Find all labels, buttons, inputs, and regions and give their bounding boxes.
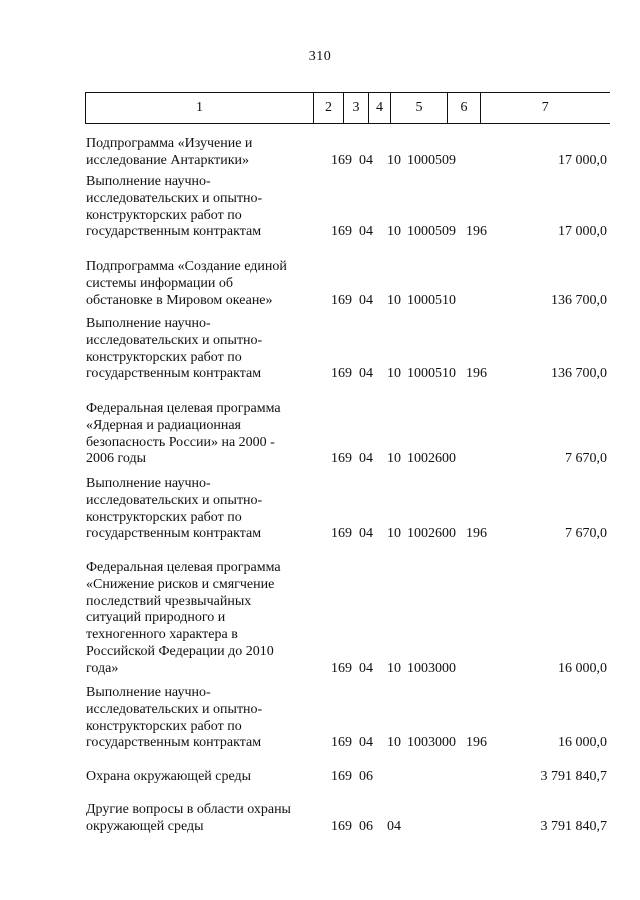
code-subsection: 10 bbox=[387, 660, 401, 676]
row-description bbox=[86, 401, 316, 468]
row-description-line: безопасность России» на 2000 - bbox=[86, 434, 275, 450]
row-description-line: Выполнение научно- bbox=[86, 316, 211, 331]
code-target-article: 1002600 bbox=[407, 526, 456, 542]
column-header-4: 4 bbox=[369, 93, 391, 124]
row-description-line: конструкторских работ по bbox=[86, 718, 242, 734]
code-expense-type: 196 bbox=[466, 366, 487, 382]
code-chapter: 169 bbox=[331, 292, 352, 308]
code-target-article: 1002600 bbox=[407, 451, 456, 467]
row-description bbox=[86, 802, 316, 836]
row-description-line: исследовательских и опытно- bbox=[86, 190, 263, 206]
row-description-line: системы информации об bbox=[86, 275, 233, 291]
row-description-line: государственным контрактам bbox=[86, 526, 262, 542]
code-target-article: 1000510 bbox=[407, 366, 456, 382]
column-header-1: 1 bbox=[86, 93, 314, 124]
row-description bbox=[86, 259, 316, 309]
table-row bbox=[0, 560, 640, 678]
code-subsection: 10 bbox=[387, 526, 401, 542]
amount-value: 136 700,0 bbox=[551, 366, 607, 382]
row-description-line: Федеральная целевая программа bbox=[86, 560, 281, 575]
code-subsection: 04 bbox=[387, 818, 401, 834]
code-subsection: 10 bbox=[387, 152, 401, 168]
row-description-line: Подпрограмма «Изучение и bbox=[86, 136, 253, 151]
table-row bbox=[0, 174, 640, 241]
row-description bbox=[86, 560, 316, 678]
row-description-line: исследовательских и опытно- bbox=[86, 332, 263, 348]
row-description bbox=[86, 685, 316, 752]
code-section: 06 bbox=[359, 818, 373, 834]
table-row bbox=[0, 401, 640, 468]
code-subsection: 10 bbox=[387, 735, 401, 751]
row-description-line: конструкторских работ по bbox=[86, 509, 242, 525]
row-description-line: конструкторских работ по bbox=[86, 349, 242, 365]
row-description-line: Выполнение научно- bbox=[86, 685, 211, 700]
code-target-article: 1000509 bbox=[407, 224, 456, 240]
row-description-line: государственным контрактам bbox=[86, 366, 262, 382]
page-number: 310 bbox=[308, 49, 332, 64]
row-description-line: последствий чрезвычайных bbox=[86, 593, 252, 609]
amount-value: 3 791 840,7 bbox=[540, 769, 607, 784]
row-description-line: исследовательских и опытно- bbox=[86, 492, 263, 508]
code-target-article: 1000510 bbox=[407, 292, 456, 308]
row-description-line: исследовательских и опытно- bbox=[86, 701, 263, 717]
code-chapter: 169 bbox=[331, 735, 352, 751]
row-description-line: Подпрограмма «Создание единой bbox=[86, 259, 287, 274]
amount-value: 16 000,0 bbox=[558, 735, 607, 751]
code-section: 06 bbox=[359, 769, 373, 784]
code-expense-type: 196 bbox=[466, 735, 487, 751]
row-description-line: государственным контрактам bbox=[86, 735, 262, 751]
column-header-7: 7 bbox=[481, 93, 610, 124]
code-subsection: 10 bbox=[387, 224, 401, 240]
code-chapter: 169 bbox=[331, 769, 352, 784]
row-description-line: Российской Федерации до 2010 bbox=[86, 643, 274, 659]
row-description bbox=[86, 174, 316, 241]
row-description-line: исследование Антарктики» bbox=[86, 152, 250, 168]
code-section: 04 bbox=[359, 526, 373, 542]
code-chapter: 169 bbox=[331, 366, 352, 382]
row-description-line: Федеральная целевая программа bbox=[86, 401, 281, 416]
code-section: 04 bbox=[359, 735, 373, 751]
amount-value: 16 000,0 bbox=[558, 660, 607, 676]
table-row bbox=[0, 316, 640, 383]
table-row bbox=[0, 136, 640, 170]
row-description-line: «Ядерная и радиационная bbox=[86, 417, 241, 433]
row-description-line: обстановке в Мировом океане» bbox=[86, 292, 273, 308]
amount-value: 17 000,0 bbox=[558, 224, 607, 240]
table-row bbox=[0, 685, 640, 752]
row-description bbox=[86, 769, 316, 786]
code-subsection: 10 bbox=[387, 292, 401, 308]
code-chapter: 169 bbox=[331, 660, 352, 676]
row-description-line: года» bbox=[86, 660, 119, 676]
row-description-line: Другие вопросы в области охраны bbox=[86, 802, 291, 817]
column-header-3: 3 bbox=[344, 93, 369, 124]
code-chapter: 169 bbox=[331, 526, 352, 542]
code-subsection: 10 bbox=[387, 366, 401, 382]
row-description-line: Охрана окружающей среды bbox=[86, 769, 252, 784]
row-description-line: государственным контрактам bbox=[86, 224, 262, 240]
table-row bbox=[0, 259, 640, 309]
amount-value: 7 670,0 bbox=[565, 526, 607, 542]
amount-value: 3 791 840,7 bbox=[540, 818, 607, 834]
code-section: 04 bbox=[359, 451, 373, 467]
code-chapter: 169 bbox=[331, 224, 352, 240]
code-section: 04 bbox=[359, 292, 373, 308]
row-description-line: окружающей среды bbox=[86, 818, 204, 834]
row-description-line: техногенного характера в bbox=[86, 627, 238, 643]
row-description-line: конструкторских работ по bbox=[86, 207, 242, 223]
column-header-6: 6 bbox=[448, 93, 481, 124]
amount-value: 136 700,0 bbox=[551, 292, 607, 308]
code-target-article: 1003000 bbox=[407, 660, 456, 676]
row-description-line: «Снижение рисков и смягчение bbox=[86, 576, 275, 592]
table-row bbox=[0, 769, 640, 786]
column-header-5: 5 bbox=[391, 93, 448, 124]
amount-value: 17 000,0 bbox=[558, 152, 607, 168]
code-target-article: 1003000 bbox=[407, 735, 456, 751]
amount-value: 7 670,0 bbox=[565, 451, 607, 467]
row-description bbox=[86, 316, 316, 383]
code-subsection: 10 bbox=[387, 451, 401, 467]
row-description bbox=[86, 136, 316, 170]
code-expense-type: 196 bbox=[466, 526, 487, 542]
code-expense-type: 196 bbox=[466, 224, 487, 240]
code-section: 04 bbox=[359, 152, 373, 168]
column-header-2: 2 bbox=[314, 93, 344, 124]
code-section: 04 bbox=[359, 660, 373, 676]
row-description-line: ситуаций природного и bbox=[86, 610, 226, 626]
code-section: 04 bbox=[359, 366, 373, 382]
code-chapter: 169 bbox=[331, 451, 352, 467]
row-description-line: 2006 годы bbox=[86, 451, 147, 467]
column-header-table bbox=[85, 92, 610, 124]
code-chapter: 169 bbox=[331, 818, 352, 834]
row-description-line: Выполнение научно- bbox=[86, 174, 211, 189]
code-chapter: 169 bbox=[331, 152, 352, 168]
row-description bbox=[86, 476, 316, 543]
table-row bbox=[0, 476, 640, 543]
code-target-article: 1000509 bbox=[407, 152, 456, 168]
table-row bbox=[0, 802, 640, 836]
row-description-line: Выполнение научно- bbox=[86, 476, 211, 491]
code-section: 04 bbox=[359, 224, 373, 240]
